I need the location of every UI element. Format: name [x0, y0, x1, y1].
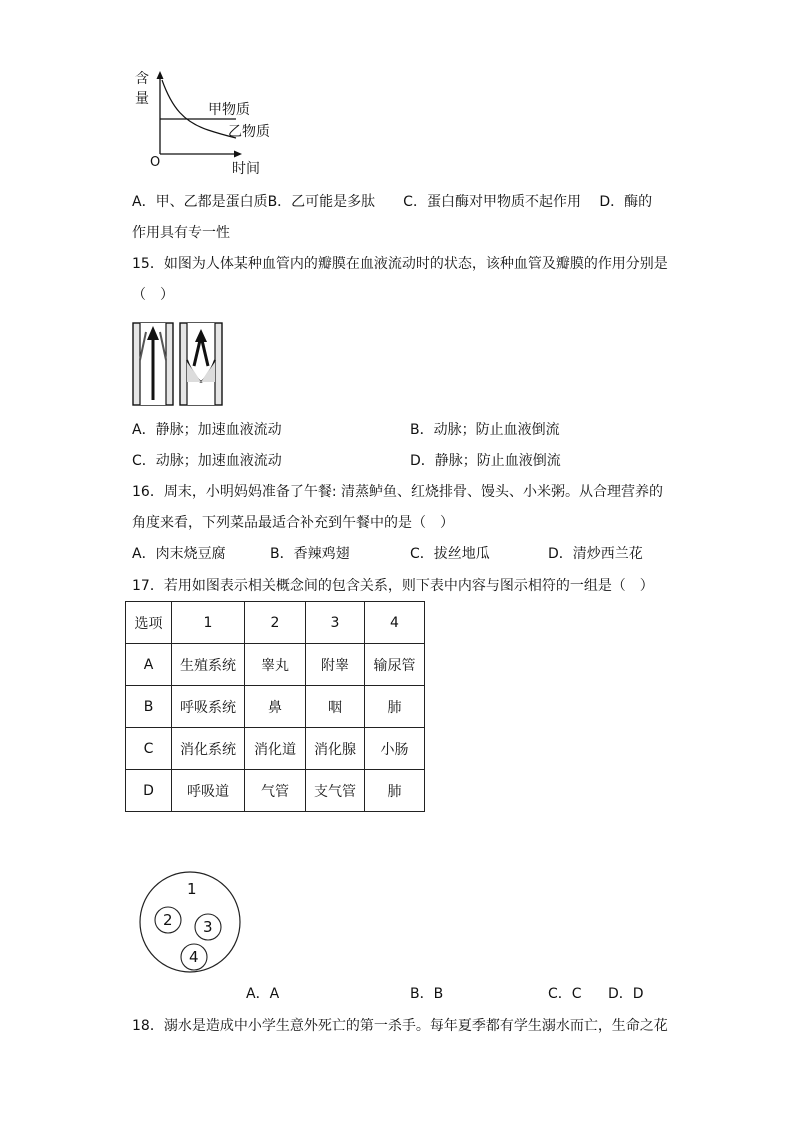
q14-options-line2: 作用具有专一性 [132, 225, 230, 241]
line-label-b: 乙物质 [228, 124, 270, 140]
table-cell: 小肠 [365, 728, 425, 770]
q17-option-b: B．B [410, 986, 444, 1002]
q16-option-a: A．肉末烧豆腐 [132, 546, 226, 562]
table-header-cell: 4 [365, 602, 425, 644]
line-label-a: 甲物质 [208, 102, 250, 118]
y-axis-label-bottom: 量 [135, 91, 149, 107]
table-cell: A [126, 644, 172, 686]
table-cell: 附睾 [306, 644, 365, 686]
q17-options-table [125, 601, 425, 812]
q15-option-b: B．动脉；防止血液倒流 [410, 422, 560, 438]
table-cell: 气管 [245, 770, 306, 812]
table-row [126, 770, 425, 812]
circle-label-1: 1 [187, 880, 197, 898]
circle-label-2: 2 [163, 911, 173, 929]
x-axis-label: 时间 [232, 161, 260, 177]
q15-option-c: C．动脉；加速血液流动 [132, 453, 282, 469]
table-cell: 咽 [306, 686, 365, 728]
table-cell: C [126, 728, 172, 770]
q16-option-d: D．清炒西兰花 [548, 546, 643, 562]
y-axis-label-top: 含 [135, 71, 149, 87]
q17-option-c: C．C [548, 986, 582, 1002]
table-cell: D [126, 770, 172, 812]
q15-stem-line1: 15．如图为人体某种血管内的瓣膜在血液流动时的状态，该种血管及瓣膜的作用分别是 [132, 256, 668, 272]
circle-label-3: 3 [203, 918, 213, 936]
table-cell: 呼吸道 [172, 770, 245, 812]
table-cell: 输尿管 [365, 644, 425, 686]
table-row [126, 728, 425, 770]
table-cell: 睾丸 [245, 644, 306, 686]
table-cell: 消化系统 [172, 728, 245, 770]
table-cell: 支气管 [306, 770, 365, 812]
table-cell: 消化道 [245, 728, 306, 770]
q15-option-a: A．静脉；加速血液流动 [132, 422, 282, 438]
q15-option-d: D．静脉；防止血液倒流 [410, 453, 561, 469]
table-cell: 呼吸系统 [172, 686, 245, 728]
q16-stem-line1: 16．周末，小明妈妈准备了午餐: 清蒸鲈鱼、红烧排骨、馒头、小米粥。从合理营养的 [132, 484, 663, 500]
table-cell: 生殖系统 [172, 644, 245, 686]
table-header-cell: 3 [306, 602, 365, 644]
origin-label: O [150, 155, 161, 170]
concept-inclusion-diagram [138, 868, 242, 978]
table-header-cell: 1 [172, 602, 245, 644]
q16-option-b: B．香辣鸡翅 [270, 546, 350, 562]
table-row [126, 686, 425, 728]
vein-valve-illustration [130, 320, 226, 408]
table-header-cell: 2 [245, 602, 306, 644]
table-header-cell: 选项 [126, 602, 172, 644]
circle-label-4: 4 [189, 948, 199, 966]
table-cell: 肺 [365, 770, 425, 812]
q16-option-c: C．拔丝地瓜 [410, 546, 490, 562]
table-cell: 消化腺 [306, 728, 365, 770]
q16-stem-line2: 角度来看，下列菜品最适合补充到午餐中的是（ ） [132, 515, 454, 531]
table-header-row [126, 602, 425, 644]
q17-option-a: A．A [246, 986, 280, 1002]
q17-stem: 17．若用如图表示相关概念间的包含关系，则下表中内容与图示相符的一组是（ ） [132, 578, 654, 594]
substance-content-graph [128, 66, 278, 178]
table-row [126, 644, 425, 686]
q18-stem-line1: 18．溺水是造成中小学生意外死亡的第一杀手。每年夏季都有学生溺水而亡，生命之花 [132, 1018, 668, 1034]
q14-options-line1: A．甲、乙都是蛋白质B．乙可能是多肽 C．蛋白酶对甲物质不起作用 D．酶的 [132, 194, 653, 210]
q17-option-d: D．D [608, 986, 644, 1002]
table-cell: 鼻 [245, 686, 306, 728]
table-cell: B [126, 686, 172, 728]
q15-stem-line2: （ ） [132, 287, 174, 303]
table-cell: 肺 [365, 686, 425, 728]
